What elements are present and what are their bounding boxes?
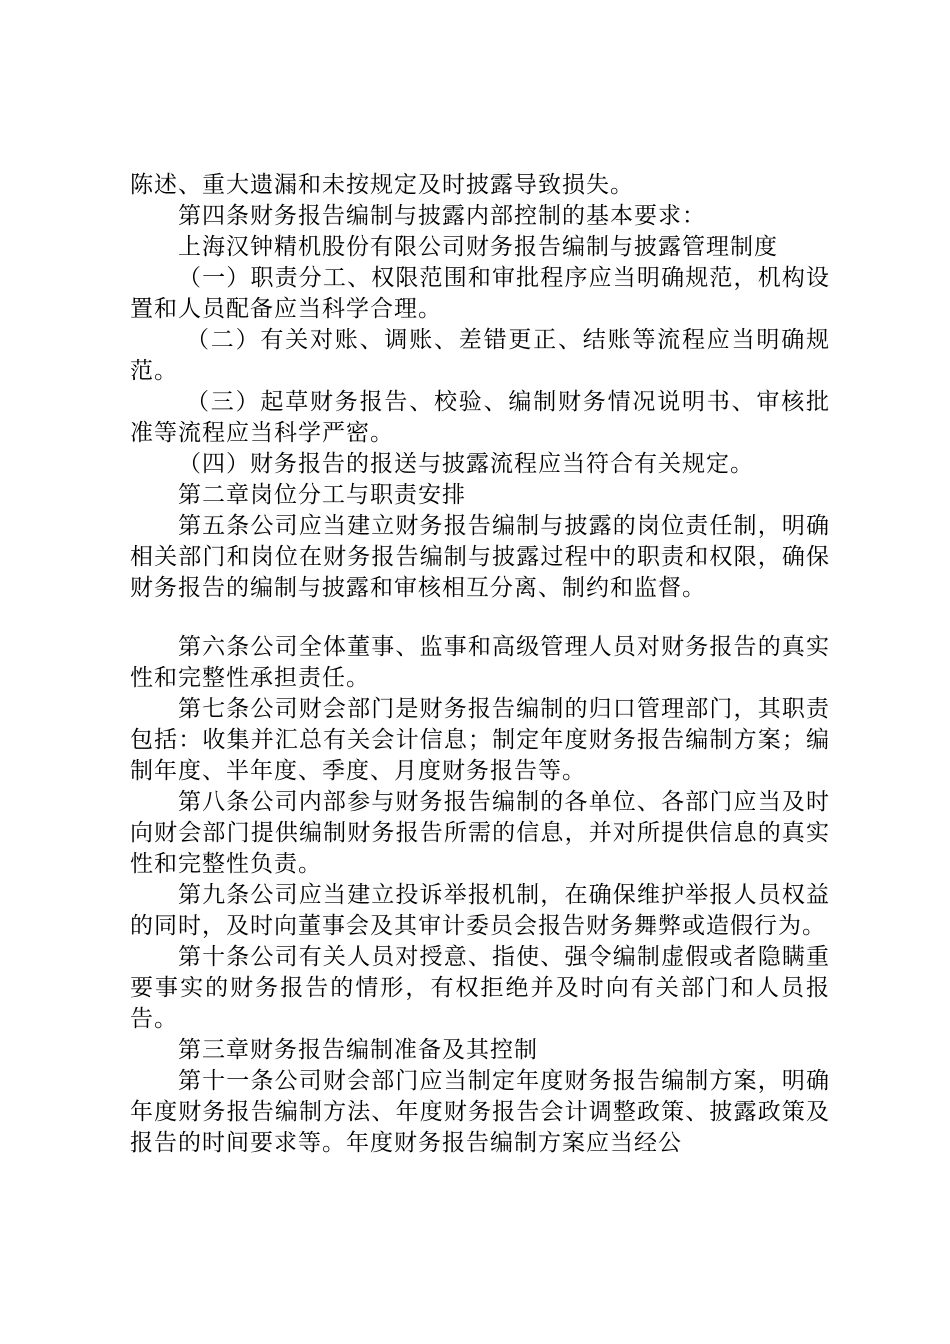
article-10: 第十条公司有关人员对授意、指使、强令编制虚假或者隐瞒重要事实的财务报告的情形，有权拒绝并及时向有关部门和人员报告。	[130, 944, 830, 1032]
article-4-heading: 第四条财务报告编制与披露内部控制的基本要求：	[178, 203, 706, 229]
article-8: 第八条公司内部参与财务报告编制的各单位、各部门应当及时向财会部门提供编制财务报告所需的信息，并对所提供信息的真实性和完整性负责。	[130, 789, 830, 877]
paragraph-continuation: 陈述、重大遗漏和未按规定及时披露导致损失。	[130, 172, 634, 198]
paragraph-gap	[130, 604, 830, 632]
chapter-3-heading: 第三章财务报告编制准备及其控制	[178, 1037, 538, 1063]
item-1: （一）职责分工、权限范围和审批程序应当明确规范，机构设置和人员配备应当科学合理。	[130, 265, 830, 322]
item-2: （二）有关对账、调账、差错更正、结账等流程应当明确规范。	[130, 327, 830, 384]
article-6: 第六条公司全体董事、监事和高级管理人员对财务报告的真实性和完整性承担责任。	[130, 634, 830, 691]
article-7: 第七条公司财会部门是财务报告编制的归口管理部门，其职责包括：收集并汇总有关会计信息；制定年度财务报告编制方案；编制年度、半年度、季度、月度财务报告等。	[130, 696, 830, 784]
chapter-2-heading: 第二章岗位分工与职责安排	[178, 482, 466, 508]
document-body	[130, 170, 830, 1159]
article-5: 第五条公司应当建立财务报告编制与披露的岗位责任制，明确相关部门和岗位在财务报告编制与披露过程中的职责和权限，确保财务报告的编制与披露和审核相互分离、制约和监督。	[130, 513, 830, 601]
item-4: （四）财务报告的报送与披露流程应当符合有关规定。	[178, 451, 754, 477]
article-9: 第九条公司应当建立投诉举报机制，在确保维护举报人员权益的同时，及时向董事会及其审计委员会报告财务舞弊或造假行为。	[130, 882, 830, 939]
page-header-company-title: 上海汉钟精机股份有限公司财务报告编制与披露管理制度	[178, 234, 778, 260]
item-3: （三）起草财务报告、校验、编制财务情况说明书、审核批准等流程应当科学严密。	[130, 389, 830, 446]
article-11: 第十一条公司财会部门应当制定年度财务报告编制方案，明确年度财务报告编制方法、年度财务报告会计调整政策、披露政策及报告的时间要求等。年度财务报告编制方案应当经公	[130, 1068, 830, 1156]
